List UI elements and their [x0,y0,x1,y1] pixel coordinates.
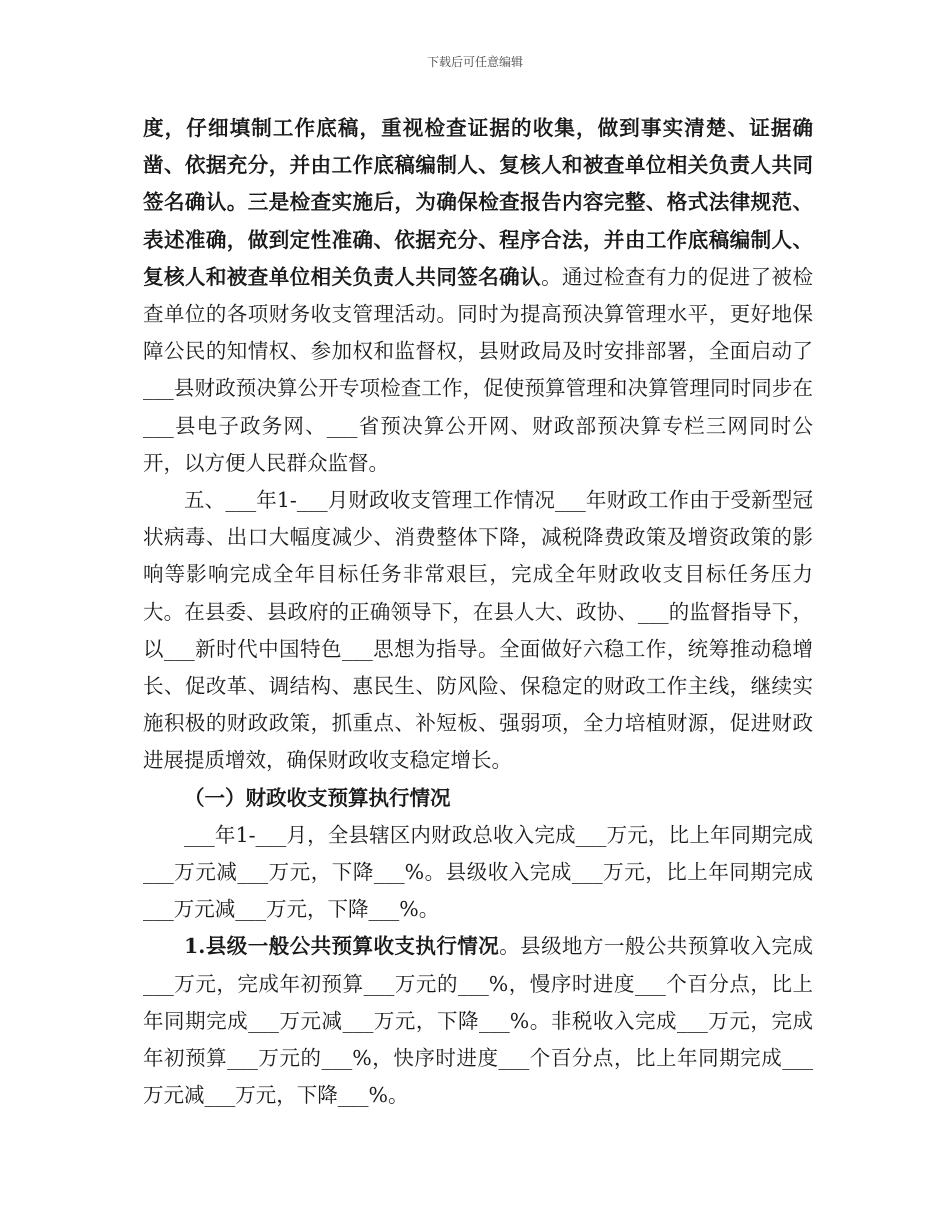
paragraph-county-budget [143,928,813,1114]
heading-budget-execution: （一）财政收支预算执行情况 [184,785,451,810]
paragraph-section-five: 五、___年1-___月财政收支管理工作情况___年财政工作由于受新型冠状病毒、出口大幅度减少、消费整体下降，减税降费政策及增资政策的影响等影响完成全年目标任务非常艰巨，完成全年财政收支目标任务压力大。在县委、县政府的正确领导下，在县人大、政协、___的监督指导下，以___新时代中国特色___思想为指导。全面做好六稳工作，统筹推动稳增长、促改革、调结构、惠民生、防风险、保稳定的财政工作主线，继续实施积极的财政政策，抓重点、补短板、强弱项，全力培植财源，促进财政进展提质增效，确保财政收支稳定增长。 [143,488,813,773]
paragraph-inspection-normal: 。通过检查有力的促进了被检查单位的各项财务收支管理活动。同时为提高预决算管理水平，更好地保障公民的知情权、参加权和监督权，县财政局及时安排部署，全面启动了___县财政预决算公开专项检查工作，促使预算管理和决算管理同时同步在___县电子政务网、___省预决算公开网、财政部预决算专栏三网同时公开，以方便人民群众监督。 [143,264,814,475]
paragraph-total-revenue: ___年1-___月，全县辖区内财政总收入完成___万元，比上年同期完成___万元减___万元，下降___%。县级收入完成___万元，比上年同期完成___万元减___万元，下降___%。 [143,822,813,922]
page-header-note: 下载后可任意编辑 [426,55,523,69]
document-body [143,110,813,1114]
paragraph-inspection [143,110,813,482]
paragraph-county-budget-normal: 。县级地方一般公共预算收入完成___万元，完成年初预算___万元的___%，慢序时进度___个百分点，比上年同期完成___万元减___万元，下降___%。非税收入完成___万元，完成年初预算___万元的___%，快序时进度___个百分点，比上年同期完成___万元减___万元，下降___%。 [143,934,814,1108]
paragraph-county-budget-bold: 1.县级一般公共预算收支执行情况 [184,934,500,959]
paragraph-inspection-bold: 度，仔细填制工作底稿，重视检查证据的收集，做到事实清楚、证据确凿、依据充分，并由工作底稿编制人、复核人和被查单位相关负责人共同签名确认。三是检查实施后，为确保检查报告内容完整、格式法律规范、表述准确，做到定性准确、依据充分、程序合法，并由工作底稿编制人、复核人和被查单位相关负责人共同签名确认 [143,116,813,289]
